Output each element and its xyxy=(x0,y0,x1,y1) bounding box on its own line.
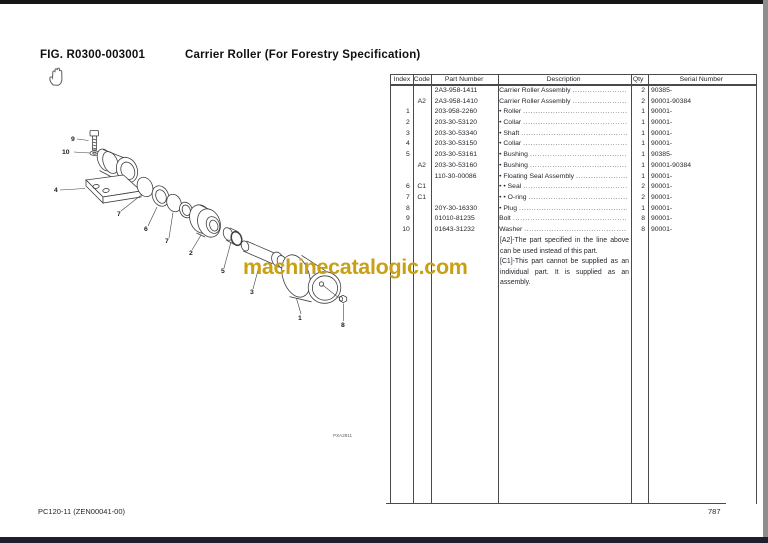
watermark: machinecatalogic.com xyxy=(243,255,468,279)
description-text: • Collar xyxy=(499,119,522,127)
cell-part-number: 203-958-2260 xyxy=(434,108,477,116)
description-text: Carrier Roller Assembly xyxy=(499,97,571,105)
callout-number: 6 xyxy=(144,226,148,233)
cell-description xyxy=(497,214,630,225)
cell-qty: 1 xyxy=(641,129,645,137)
cell-code: A2 xyxy=(417,97,426,105)
cell-description xyxy=(497,225,630,236)
page-number: 787 xyxy=(708,507,721,516)
page-title: Carrier Roller (For Forestry Specification) xyxy=(185,49,421,61)
table-notes xyxy=(498,236,631,289)
cell-code xyxy=(413,129,431,140)
cell-index: 9 xyxy=(406,215,410,223)
cell-index: 8 xyxy=(406,204,410,212)
cell-code xyxy=(413,172,431,183)
description-text: • Plug xyxy=(499,204,517,212)
cell-description xyxy=(497,97,630,108)
cell-code: C1 xyxy=(417,193,427,201)
table-row xyxy=(391,86,756,97)
cell-qty: 2 xyxy=(641,183,645,191)
callout-number: 8 xyxy=(341,322,345,329)
cell-index: 5 xyxy=(406,151,410,159)
parts-table xyxy=(390,74,757,504)
dot-leader xyxy=(524,225,627,236)
cell-description xyxy=(497,182,630,193)
callout-number: 7 xyxy=(117,211,121,218)
cell-qty: 1 xyxy=(641,161,645,169)
dot-leader xyxy=(523,182,627,193)
cell-part-number: 203-30-53120 xyxy=(434,119,477,127)
cell-serial-number: 90001- xyxy=(650,108,673,116)
callout-number: 5 xyxy=(221,268,225,275)
cell-part-number xyxy=(431,182,497,193)
description-text: • • Seal xyxy=(499,183,522,191)
cell-qty: 1 xyxy=(641,151,645,159)
cell-index: 2 xyxy=(406,119,410,127)
cell-index: 1 xyxy=(406,108,410,116)
cell-qty: 8 xyxy=(641,215,645,223)
cell-description xyxy=(497,139,630,150)
cell-description xyxy=(497,129,630,140)
cell-serial-number: 90001- xyxy=(650,225,673,233)
cell-code xyxy=(413,225,431,236)
cell-part-number: 203-30-53150 xyxy=(434,140,477,148)
cell-code xyxy=(413,214,431,225)
cell-serial-number: 90001- xyxy=(650,183,673,191)
table-header xyxy=(391,75,756,86)
cell-serial-number: 90001- xyxy=(650,172,673,180)
table-row xyxy=(391,182,756,193)
cell-part-number: 203-30-53161 xyxy=(434,151,477,159)
dot-leader xyxy=(519,204,627,215)
cell-description xyxy=(497,86,630,97)
callout-number: 7 xyxy=(165,238,169,245)
cell-index xyxy=(391,172,413,183)
cell-part-number: 110-30-00086 xyxy=(434,172,477,180)
cell-serial-number: 90385- xyxy=(650,87,673,94)
dot-leader xyxy=(530,150,627,161)
cell-index xyxy=(391,161,413,172)
dot-leader xyxy=(576,172,627,183)
table-row xyxy=(391,204,756,215)
description-text: • Bushing xyxy=(499,161,528,169)
cell-index xyxy=(391,97,413,108)
cell-part-number xyxy=(431,193,497,204)
cell-serial-number: 90001- xyxy=(650,129,673,137)
cell-part-number: 2A3-958-1411 xyxy=(434,87,478,94)
cell-description xyxy=(497,204,630,215)
table-row xyxy=(391,214,756,225)
cell-part-number: 203-30-53340 xyxy=(434,129,477,137)
cell-qty: 1 xyxy=(641,119,645,127)
header-description: Description xyxy=(546,76,581,83)
cell-index: 7 xyxy=(406,193,410,201)
callout-number: 1 xyxy=(298,315,302,322)
table-row xyxy=(391,150,756,161)
table-row xyxy=(391,172,756,183)
cell-serial-number: 90001-90384 xyxy=(650,161,692,169)
cell-qty: 2 xyxy=(641,87,645,94)
table-row xyxy=(391,139,756,150)
dot-leader xyxy=(530,161,627,172)
description-text: Carrier Roller Assembly xyxy=(499,87,571,94)
cell-part-number: 203-30-53160 xyxy=(434,161,477,169)
table-row xyxy=(391,107,756,118)
window-right-edge xyxy=(763,0,768,543)
cell-serial-number: 90001- xyxy=(650,140,673,148)
cell-index xyxy=(391,86,413,97)
cell-code: A2 xyxy=(417,161,426,169)
cell-description xyxy=(497,118,630,129)
cell-code xyxy=(413,107,431,118)
description-text: • Bushing xyxy=(499,151,528,159)
cell-qty: 1 xyxy=(641,108,645,116)
table-row xyxy=(391,193,756,204)
description-text: • Collar xyxy=(499,140,522,148)
hand-grab-icon xyxy=(46,64,66,87)
callout-number: 2 xyxy=(189,250,193,257)
dot-leader xyxy=(523,107,627,118)
table-row xyxy=(391,225,756,236)
cell-code xyxy=(413,118,431,129)
cell-description xyxy=(497,150,630,161)
cell-code xyxy=(413,150,431,161)
cell-serial-number: 90001- xyxy=(650,193,673,201)
description-text: Washer xyxy=(499,225,523,233)
description-text: • • O-ring xyxy=(499,193,527,201)
cell-part-number: 2A3-958-1410 xyxy=(434,97,478,105)
callout-number: 3 xyxy=(250,289,254,296)
bushing-part xyxy=(222,226,244,246)
window-top-edge xyxy=(0,0,768,4)
cell-index: 6 xyxy=(406,183,410,191)
description-text: Bolt xyxy=(499,215,511,223)
table-bottom-rule xyxy=(386,503,726,504)
cell-index: 4 xyxy=(406,140,410,148)
table-row xyxy=(391,161,756,172)
callout-number: 9 xyxy=(71,136,75,143)
dot-leader xyxy=(523,139,627,150)
cell-part-number: 01643-31232 xyxy=(434,225,475,233)
description-text: • Floating Seal Assembly xyxy=(499,172,575,180)
cell-serial-number: 90385- xyxy=(650,151,673,159)
cell-part-number: 20Y-30-16330 xyxy=(434,204,478,212)
header-qty: Qty xyxy=(632,76,644,83)
table-row xyxy=(391,97,756,108)
cell-code xyxy=(413,86,431,97)
dot-leader xyxy=(529,193,628,204)
table-body xyxy=(391,86,756,236)
note-text: [A2]-The part specified in the line above can be used instead of this part. xyxy=(500,237,629,255)
cell-code xyxy=(413,204,431,215)
header-code: Code xyxy=(413,76,430,83)
cell-qty: 1 xyxy=(641,140,645,148)
dot-leader xyxy=(573,86,628,97)
callout-number: 10 xyxy=(62,149,70,156)
cell-part-number: 01010-81235 xyxy=(434,215,475,223)
cell-index: 10 xyxy=(402,225,410,233)
cell-code: C1 xyxy=(417,183,427,191)
header-index: Index xyxy=(393,76,411,83)
bolt-part xyxy=(90,131,99,151)
cell-qty: 2 xyxy=(641,193,645,201)
cell-qty: 8 xyxy=(641,225,645,233)
cell-qty: 1 xyxy=(641,172,645,180)
header-serial-number: Serial Number xyxy=(679,76,724,83)
drawing-ref: PXA2911 xyxy=(333,433,353,438)
description-text: • Roller xyxy=(499,108,522,116)
figure-number: FIG. R0300-003001 xyxy=(40,49,146,61)
cell-description xyxy=(497,193,630,204)
dot-leader xyxy=(523,118,627,129)
dot-leader xyxy=(521,129,627,140)
cell-qty: 2 xyxy=(641,97,645,105)
note-text: [C1]-This part cannot be supplied as an individual part. It is supplied as an assembly. xyxy=(500,258,629,287)
table-row xyxy=(391,118,756,129)
cell-description xyxy=(497,172,630,183)
cell-description xyxy=(497,107,630,118)
dot-leader xyxy=(573,97,628,108)
plug-part xyxy=(339,295,347,302)
cell-serial-number: 90001- xyxy=(650,204,673,212)
cell-description xyxy=(497,161,630,172)
description-text: • Shaft xyxy=(499,129,520,137)
window-bottom-edge xyxy=(0,537,768,543)
cell-serial-number: 90001-90384 xyxy=(650,97,692,105)
cell-serial-number: 90001- xyxy=(650,215,673,223)
callout-number: 4 xyxy=(54,187,58,194)
header-part-number: Part Number xyxy=(444,76,484,83)
table-row xyxy=(391,129,756,140)
cell-serial-number: 90001- xyxy=(650,119,673,127)
cell-index: 3 xyxy=(406,129,410,137)
dot-leader xyxy=(513,214,627,225)
cell-qty: 1 xyxy=(641,204,645,212)
footer-book-code: PC120-11 (ZEN00041-00) xyxy=(38,507,125,516)
cell-code xyxy=(413,139,431,150)
